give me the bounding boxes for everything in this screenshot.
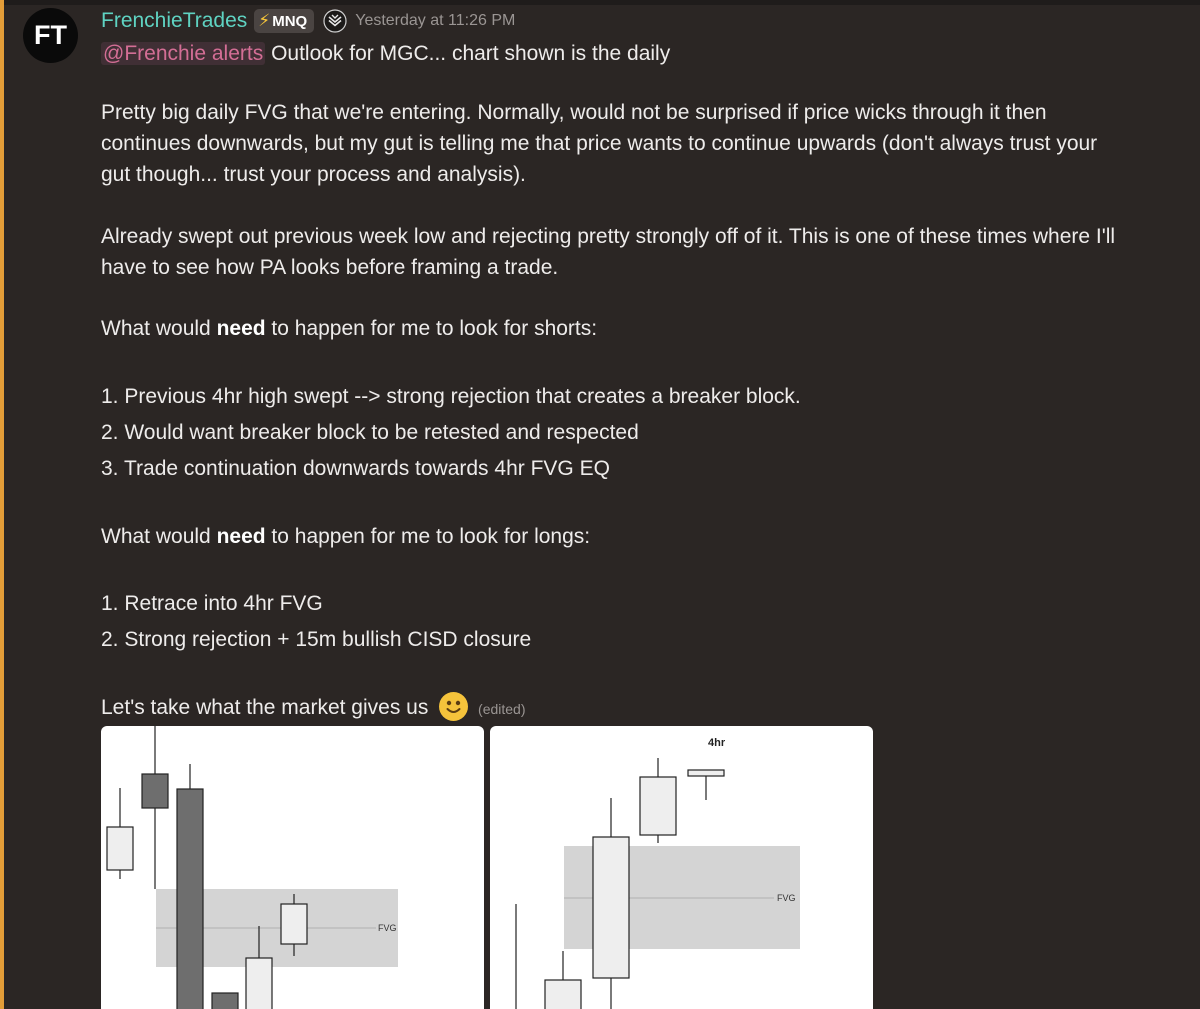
shorts-heading	[101, 313, 597, 344]
longs-heading	[101, 521, 590, 552]
message-header	[101, 7, 515, 35]
chart-title: 4hr	[708, 737, 726, 749]
list-item: 2. Strong rejection + 15m bullish CISD closure	[101, 628, 532, 651]
list-item: 3. Trade continuation downwards towards 4hr FVG EQ	[101, 457, 610, 480]
candle	[107, 788, 133, 879]
list-item: 1. Retrace into 4hr FVG	[101, 592, 323, 615]
heading-text: What would	[101, 317, 217, 340]
candle	[545, 951, 581, 1009]
username[interactable]: FrenchieTrades	[101, 9, 248, 32]
heading-bold-text: need	[216, 317, 266, 340]
message-intro-text: Outlook for MGC... chart shown is the daily	[271, 42, 671, 65]
candle	[593, 798, 629, 1009]
candle	[142, 726, 168, 889]
role-tag-label: MNQ	[272, 12, 308, 30]
chart-attachment-daily[interactable]	[101, 726, 484, 1009]
heading-text: to happen for me to look for shorts:	[265, 317, 598, 340]
paragraph-line: gut though... trust your process and analysis).	[101, 163, 526, 186]
closing-text: Let's take what the market gives us	[101, 696, 429, 719]
fvg-label: FVG	[777, 893, 796, 903]
edited-indicator: (edited)	[478, 701, 526, 717]
role-tag[interactable]	[254, 9, 314, 33]
chart-attachment-4hr[interactable]	[490, 726, 873, 1009]
heading-bold-text: need	[216, 525, 266, 548]
candle	[212, 993, 238, 1009]
list-item: 1. Previous 4hr high swept --> strong rejection that creates a breaker block.	[101, 385, 801, 408]
paragraph-line: Already swept out previous week low and rejecting pretty strongly off of it. This is one of these times where I'll	[101, 225, 1116, 248]
list-item: 2. Would want breaker block to be retested and respected	[101, 421, 639, 444]
slightly-smiling-face-icon[interactable]	[439, 692, 468, 721]
closing-line	[101, 692, 526, 725]
candle	[177, 764, 203, 1009]
role-mention[interactable]: @Frenchie alerts	[103, 42, 264, 65]
candle	[688, 770, 724, 800]
message-first-line	[101, 38, 670, 69]
heading-text: What would	[101, 525, 217, 548]
paragraph-line: Pretty big daily FVG that we're entering. Normally, would not be surprised if price wicks through it then	[101, 101, 1047, 124]
candle	[640, 758, 676, 843]
server-badge-icon[interactable]	[323, 9, 347, 33]
avatar[interactable]: FT	[23, 8, 78, 63]
paragraph-line: continues downwards, but my gut is telling me that price wants to continue upwards (don't always trust your	[101, 132, 1098, 155]
paragraph-line: have to see how PA looks before framing a trade.	[101, 256, 559, 279]
message-timestamp[interactable]: Yesterday at 11:26 PM	[355, 12, 516, 29]
lightning-icon: ⚡	[258, 11, 271, 30]
fvg-label: FVG	[378, 923, 397, 933]
heading-text: to happen for me to look for longs:	[265, 525, 591, 548]
